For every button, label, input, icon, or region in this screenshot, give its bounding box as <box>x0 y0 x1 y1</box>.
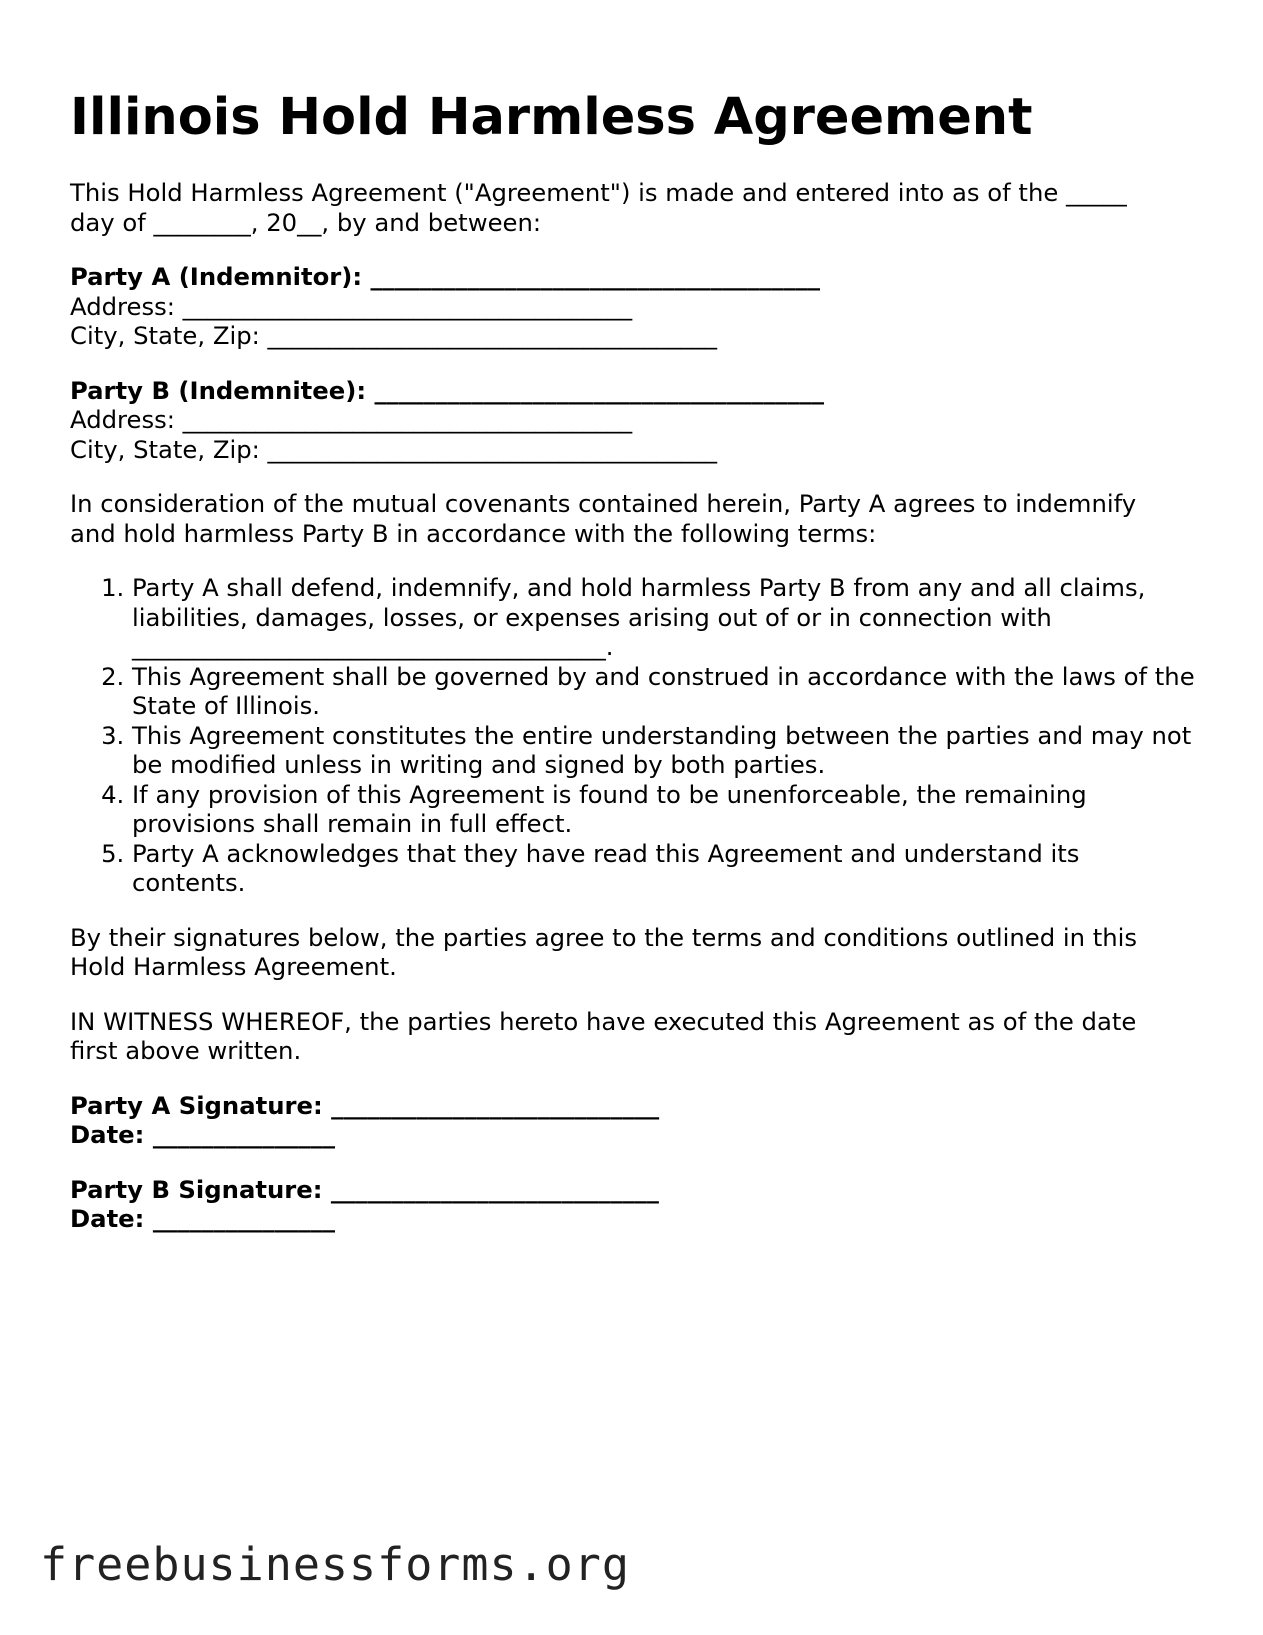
term-item: 2. This Agreement shall be governed by and construed in accordance with the laws of the State of Illinois. <box>132 662 1200 721</box>
document-page <box>70 88 1200 1234</box>
term-item: 1. Party A shall defend, indemnify, and hold harmless Party B from any and all claims, liabilities, damages, losses, or expenses arising out of or in connection with _______________________________________. <box>132 573 1200 662</box>
party-a-city-field: City, State, Zip: _____________________________________ <box>70 321 718 350</box>
footer-brand-watermark: freebusinessforms.org <box>40 1538 630 1591</box>
party-b-name-field: Party B (Indemnitee): _____________________________________ <box>70 375 825 405</box>
consideration-line: In consideration of the mutual covenants contained herein, Party A agrees to indemnify <box>70 489 1137 518</box>
party-b-date-field: Date: _______________ <box>70 1204 336 1233</box>
intro-line: day of ________, 20__, by and between: <box>70 207 542 237</box>
term-item: 3. This Agreement constitutes the entire understanding between the parties and may not be modified unless in writing and signed by both parties. <box>132 721 1200 780</box>
consideration-line: and hold harmless Party B in accordance with the following terms: <box>70 518 877 548</box>
term-item: 5. Party A acknowledges that they have read this Agreement and understand its contents. <box>132 839 1200 898</box>
terms-list <box>70 573 1200 898</box>
witness-paragraph <box>70 1007 1200 1066</box>
consideration-paragraph <box>70 489 1200 548</box>
party-a-block <box>70 262 1200 351</box>
witness-line: IN WITNESS WHEREOF, the parties hereto have executed this Agreement as of the date <box>70 1006 1137 1036</box>
party-a-address-field: Address: _____________________________________ <box>70 291 633 321</box>
party-a-signature-field: Party A Signature: ___________________________ <box>70 1090 660 1120</box>
party-a-signature-block <box>70 1091 1200 1150</box>
intro-paragraph <box>70 178 1200 237</box>
signatures-note-line: By their signatures below, the parties agree to the terms and conditions outlined in this <box>70 922 1138 952</box>
term-item: 4. If any provision of this Agreement is found to be unenforceable, the remaining provisions shall remain in full effect. <box>132 780 1200 839</box>
party-b-city-field: City, State, Zip: _____________________________________ <box>70 434 718 464</box>
party-b-block <box>70 376 1200 465</box>
party-a-date-field: Date: _______________ <box>70 1120 336 1149</box>
party-b-address-field: Address: _____________________________________ <box>70 405 633 434</box>
party-b-signature-field: Party B Signature: ___________________________ <box>70 1174 659 1204</box>
intro-line: This Hold Harmless Agreement ("Agreement") is made and entered into as of the _____ <box>70 178 1127 207</box>
signatures-note-paragraph <box>70 923 1200 982</box>
witness-line: first above written. <box>70 1036 302 1065</box>
document-title: Illinois Hold Harmless Agreement <box>70 88 1033 147</box>
party-a-name-field: Party A (Indemnitor): _____________________________________ <box>70 262 821 291</box>
party-b-signature-block <box>70 1175 1200 1234</box>
signatures-note-line: Hold Harmless Agreement. <box>70 952 397 981</box>
